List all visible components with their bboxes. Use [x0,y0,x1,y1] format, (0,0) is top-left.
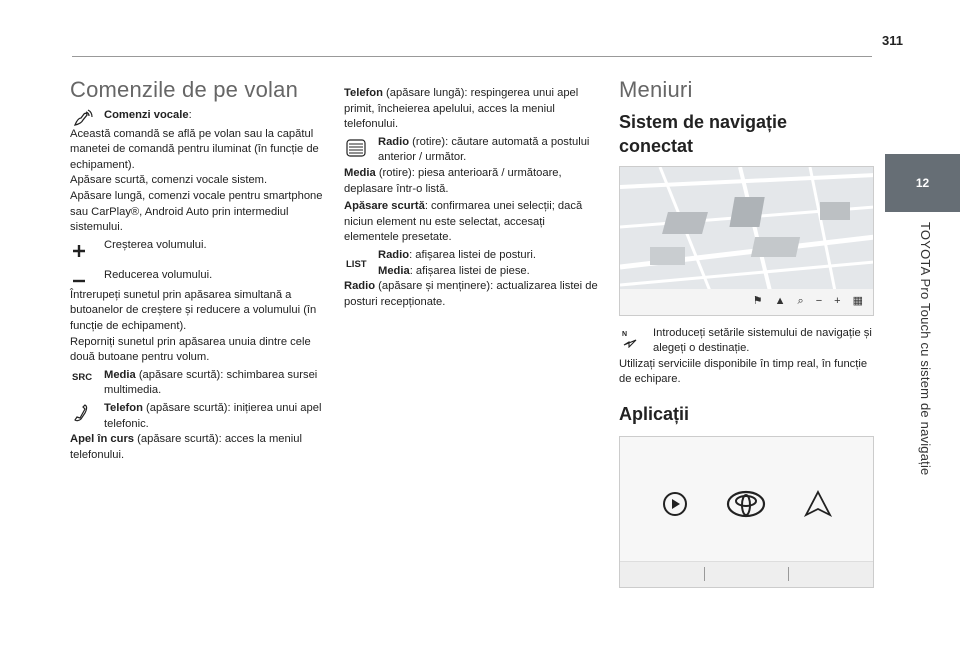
radio-hold-body: (apăsare și menținere): actualizarea listei de posturi recepționate. [344,280,598,308]
zoom-in-icon[interactable]: + [834,294,841,307]
zoom-out-icon[interactable]: − [815,294,823,307]
src-icon [70,368,104,388]
phone-long-label: Telefon [344,87,383,99]
src-icon-label: SRC [72,371,93,383]
list-radio-label: Radio [378,248,410,261]
media-rotate-item [344,166,598,197]
radio-rotate-label: Radio [378,135,410,148]
android-auto-icon[interactable] [803,489,833,519]
thumbwheel-icon [344,135,378,155]
toyota-icon[interactable] [725,489,767,519]
src-item [70,368,328,399]
navigation-icon [619,326,653,346]
bar-divider [704,567,705,581]
plus-icon [70,238,104,258]
middle-column [344,86,598,312]
voice-command-icon [70,108,104,128]
list-item [344,248,598,279]
minus-icon [70,268,104,288]
list-radio-body: : afișarea listei de posturi. [409,248,536,261]
voice-command-item [70,108,328,128]
left-column [70,77,328,465]
voice-label: Comenzi vocale [104,108,189,121]
list-icon [344,248,378,271]
call-item [70,432,328,463]
radio-hold-label: Radio [344,280,376,293]
short-press-body: : confirmarea unei selecții; dacă niciun element nu este selectat, accesați elementele presetate. [344,200,583,244]
nav-heading: Sistem de navigație conectat [619,111,788,156]
nav-body: Introduceți setările sistemului de navigație și alegeți o destinație. [653,326,872,355]
phone-long-item [344,86,598,133]
apps-heading: Aplicații [619,403,690,424]
voice-colon: : [188,108,192,121]
voice-description [70,127,328,236]
page-number: 311 [882,33,903,48]
voice-long-press: Apăsare lungă, comenzi vocale pentru smartphone sau CarPlay®, Android Auto prin intermediul sistemului. [70,189,323,234]
svg-text:N: N [622,330,628,338]
phone-item [70,401,328,432]
voice-short-press: Apăsare scurtă, comenzi vocale sistem. [70,174,268,187]
compass-icon[interactable]: ▲ [774,294,786,307]
search-icon[interactable]: ⌕ [797,294,804,307]
apps-bottom-bar [620,561,873,587]
phone-icon [70,401,104,421]
map-graphic [620,167,874,291]
nav-item [619,326,875,357]
mute-text: Întrerupeți sunetul prin apăsarea simultană a butoanelor de creștere și reducere a volumului (în funcție de echipament). [70,288,317,332]
section-heading: Comenzile de pe volan [70,77,299,102]
volume-down-text: Reducerea volumului. [104,268,213,281]
call-label: Apel în curs [70,433,135,446]
map-toolbar [620,289,873,315]
src-label: Media [104,368,136,381]
list-icon-label: LIST [346,259,367,271]
bar-divider [788,567,789,581]
radio-rotate-item [344,135,598,166]
map-menu-icon[interactable]: ▦ [852,294,863,307]
right-column [619,77,875,588]
short-press-item [344,199,598,246]
phone-label: Telefon [104,401,143,414]
voice-body-text: Această comandă se află pe volan sau la capătul manetei de comandă pentru iluminat (în funcție de echipament). [70,127,319,171]
volume-down-item [70,268,328,288]
phone-body: (apăsare scurtă): inițierea unui apel telefonic. [104,401,322,430]
top-rule [72,56,872,57]
phone-long-body: (apăsare lungă): respingerea unui apel primit, încheierea apelului, acces la meniul telefonului. [344,87,579,131]
nav-services-text: Utilizați serviciile disponibile în timp real, în funcție de echipare. [619,357,868,386]
mute-description [70,288,328,366]
call-body: (apăsare scurtă): acces la meniul telefonului. [70,433,302,461]
chapter-tab[interactable]: 12 [885,154,960,212]
radio-rotate-body: (rotire): căutare automată a postului anterior / următor. [378,135,590,164]
unmute-text: Reporniți sunetul prin apăsarea unuia dintre cele două butoane pentru volum. [70,335,311,364]
carplay-icon[interactable] [660,489,690,519]
media-rotate-label: Media [344,166,376,179]
radio-hold-item [344,279,598,310]
src-body: (apăsare scurtă): schimbarea sursei multimedia. [104,368,318,397]
apps-screenshot [619,436,874,588]
list-media-label: Media [378,264,410,277]
short-press-label: Apăsare scurtă [344,200,425,213]
chapter-title: TOYOTA Pro Touch cu sistem de navigație [918,222,933,476]
menus-heading: Meniuri [619,77,693,102]
navigation-map-screenshot [619,166,874,316]
media-rotate-body: (rotire): piesa anterioară / următoare, deplasare într-o listă. [344,166,562,195]
volume-up-item [70,238,328,258]
list-media-body: : afișarea listei de piese. [409,264,530,277]
flag-icon[interactable]: ⚑ [752,294,763,307]
volume-up-text: Creșterea volumului. [104,238,207,251]
